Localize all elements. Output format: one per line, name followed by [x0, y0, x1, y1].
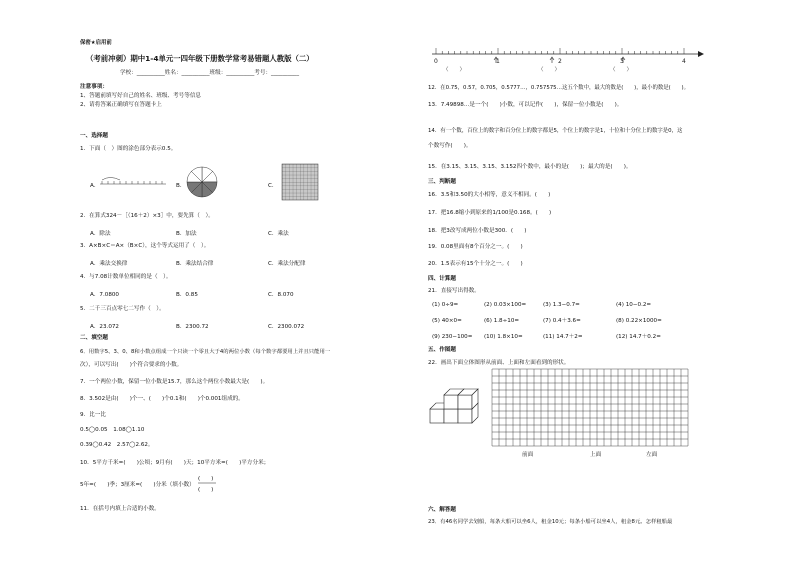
calc-item[interactable]: (1) 0÷9= — [432, 302, 459, 308]
calc-item[interactable]: (2) 0.03×100= — [484, 302, 527, 308]
tick-label: 2 — [558, 58, 562, 65]
svg-text:( ): ( ) — [198, 487, 214, 493]
question-1: 1．下面（ ）图的涂色部分表示0.5。 — [80, 146, 177, 152]
calc-item[interactable]: (6) 1.8÷10= — [484, 318, 520, 324]
q5-option-b[interactable]: B．2300.72 — [176, 324, 209, 330]
question-12[interactable]: 12．在0.75，0.57，0.705，0.5777…，0.757575…这五个数中，最大的数是( )，最小的数是( )。 — [428, 85, 690, 91]
svg-text:（ ）: （ ） — [443, 67, 466, 73]
question-2: 2．在算式324－［（16＋2）×3］中，要先算（ ）。 — [80, 213, 214, 219]
question-14-line2[interactable]: 个数写作( )。 — [428, 143, 472, 149]
question-9: 9．比一比 — [80, 412, 106, 418]
q3-option-c[interactable]: C．乘法分配律 — [268, 261, 306, 267]
section-fill: 二、填空题 — [80, 335, 108, 341]
question-4: 4．与7.08计数单位相同的是（ ）。 — [80, 274, 172, 280]
calc-item[interactable]: (7) 0.4＋3.6= — [543, 318, 581, 324]
notes-heading: 注意事项： — [80, 84, 108, 90]
note-item: 1、答题前填写好自己的姓名、班级、考号等信息 — [80, 93, 202, 99]
section-judge: 三、判断题 — [428, 179, 456, 185]
q5-option-a[interactable]: A．23.072 — [90, 324, 119, 330]
q3-option-a[interactable]: A．乘法交换律 — [90, 261, 128, 267]
question-9-row1[interactable]: 0.5◯0.05 1.08◯1.10 — [80, 427, 145, 433]
view-label-top: 上面 — [590, 452, 602, 458]
q2-option-b[interactable]: B．加法 — [176, 231, 197, 237]
section-draw: 五、作图题 — [428, 347, 456, 353]
question-5: 5．二千三百点零七二写作（ ）。 — [80, 306, 165, 312]
calc-item[interactable]: (8) 0.22×1000= — [616, 318, 662, 324]
question-10-line1[interactable]: 10．5平方千米=( )公顷；9月有( )天；10平方米=( )平方分米； — [80, 460, 270, 466]
student-info-line[interactable]: 学校：__________姓名：__________班级：__________考号：__________ — [120, 70, 300, 76]
question-22: 22．画出下面立体图形从前面、上面和左面看到的形状。 — [428, 360, 570, 366]
calc-item[interactable]: (5) 40×0= — [432, 318, 462, 324]
question-11: 11．在括号内填上合适的小数。 — [80, 506, 160, 512]
q5-option-c[interactable]: C．2300.072 — [268, 324, 305, 330]
question-19[interactable]: 19．0.08里面有8个百分之一。( ) — [428, 244, 523, 250]
question-6-line1: 6．用数字5、3、0、8和小数点组成一个只读一个零且大于4的两位小数（每个数字都要用上并且只能用一 — [80, 349, 331, 355]
q3-option-b[interactable]: B．乘法结合律 — [176, 261, 214, 267]
question-13[interactable]: 13．7.49898…是一个( )小数，可以记作( )，保留一位小数是( )。 — [428, 102, 623, 108]
question-15[interactable]: 15．在3.15、3.15、3.15、3.152四个数中，最小的是( )；最大的是( )。 — [428, 164, 632, 170]
section-calc: 四、计算题 — [428, 276, 456, 282]
calc-item[interactable]: (11) 14.7＋2= — [543, 334, 583, 340]
section-solve: 六、解答题 — [428, 507, 456, 513]
q1-option-b-label[interactable]: B． — [176, 183, 186, 189]
question-9-row2[interactable]: 0.39◯0.42 2.57◯2.62。 — [80, 442, 154, 448]
question-21: 21．直接写出得数。 — [428, 288, 480, 294]
question-7[interactable]: 7．一个两位小数，保留一位小数是15.7，那么这个两位小数最大是( )。 — [80, 379, 269, 385]
question-8[interactable]: 8．3.502是由( )个一、( )个0.1和( )个0.001组成的。 — [80, 396, 244, 402]
tick-label: 4 — [682, 58, 686, 65]
q4-option-b[interactable]: B．0.85 — [176, 292, 198, 298]
question-16[interactable]: 16．3.5和3.50的大小相等，意义不相同。( ) — [428, 192, 551, 198]
question-10-line2[interactable]: 5年=( )季；3厘米=( )分米（填小数） — [80, 482, 195, 488]
q2-option-c[interactable]: C．乘法 — [268, 231, 289, 237]
calc-item[interactable]: (3) 1.3−0.7= — [543, 302, 580, 308]
page-title: （考前冲刺）期中1-4单元一四年级下册数学常考易错题人教版（二） — [86, 54, 314, 63]
note-item: 2、请将答案正确填写在答题卡上 — [80, 102, 162, 108]
svg-text:（ ）: （ ） — [610, 67, 633, 73]
question-18[interactable]: 18．把3改写成两位小数是300．( ) — [428, 228, 527, 234]
drawing-grid[interactable] — [492, 369, 688, 449]
svg-text:（ ）: （ ） — [538, 67, 561, 73]
question-17[interactable]: 17．把16.8缩小到原来的1/100是0.168。( ) — [428, 210, 552, 216]
fraction-blank — [196, 474, 220, 494]
view-label-front: 前面 — [522, 452, 534, 458]
question-6-line2[interactable]: 次），可以写出( )个符合要求的小数。 — [80, 362, 183, 368]
view-label-left: 左面 — [646, 452, 658, 458]
calc-item[interactable]: (9) 230−100= — [432, 334, 473, 340]
decimal-number-line — [428, 44, 708, 78]
calc-item[interactable]: (10) 1.8×10= — [484, 334, 523, 340]
tick-label: 0 — [434, 58, 438, 65]
q4-option-c[interactable]: C．8.070 — [268, 292, 294, 298]
q4-option-a[interactable]: A．7.0800 — [90, 292, 119, 298]
calc-item[interactable]: (12) 14.7＋0.2= — [616, 334, 661, 340]
question-14-line1: 14．有一个数，百位上的数字和百分位上的数字都是5，个位上的数字是1，十位和十分位上的数字是0，这 — [428, 128, 683, 134]
q2-option-a[interactable]: A．除法 — [90, 231, 111, 237]
q1-option-a-label[interactable]: A． — [90, 183, 100, 189]
cube-stack-figure — [428, 385, 488, 429]
tick-label: 3 — [620, 58, 624, 65]
svg-text:( ): ( ) — [198, 476, 214, 482]
pie-figure — [186, 166, 218, 198]
number-line-figure — [98, 174, 168, 188]
hundred-grid-figure — [282, 164, 318, 200]
calc-item[interactable]: (4) 10−0.2= — [616, 302, 652, 308]
question-23: 23．有46名同学去划船，每条大船可以坐6人，租金10元；每条小船可以坐4人，租金8元。怎样租船最 — [428, 519, 673, 525]
question-3: 3．A×B×C＝A×（B×C），这个等式运用了（ ）。 — [80, 243, 210, 249]
q1-option-c-label[interactable]: C． — [268, 183, 278, 189]
question-20[interactable]: 20．1.5表示有15个十分之一。( ) — [428, 261, 523, 267]
tick-label: 1 — [496, 58, 500, 65]
secret-label: 保密★启用前 — [80, 40, 112, 46]
section-choice: 一、选择题 — [80, 133, 108, 139]
